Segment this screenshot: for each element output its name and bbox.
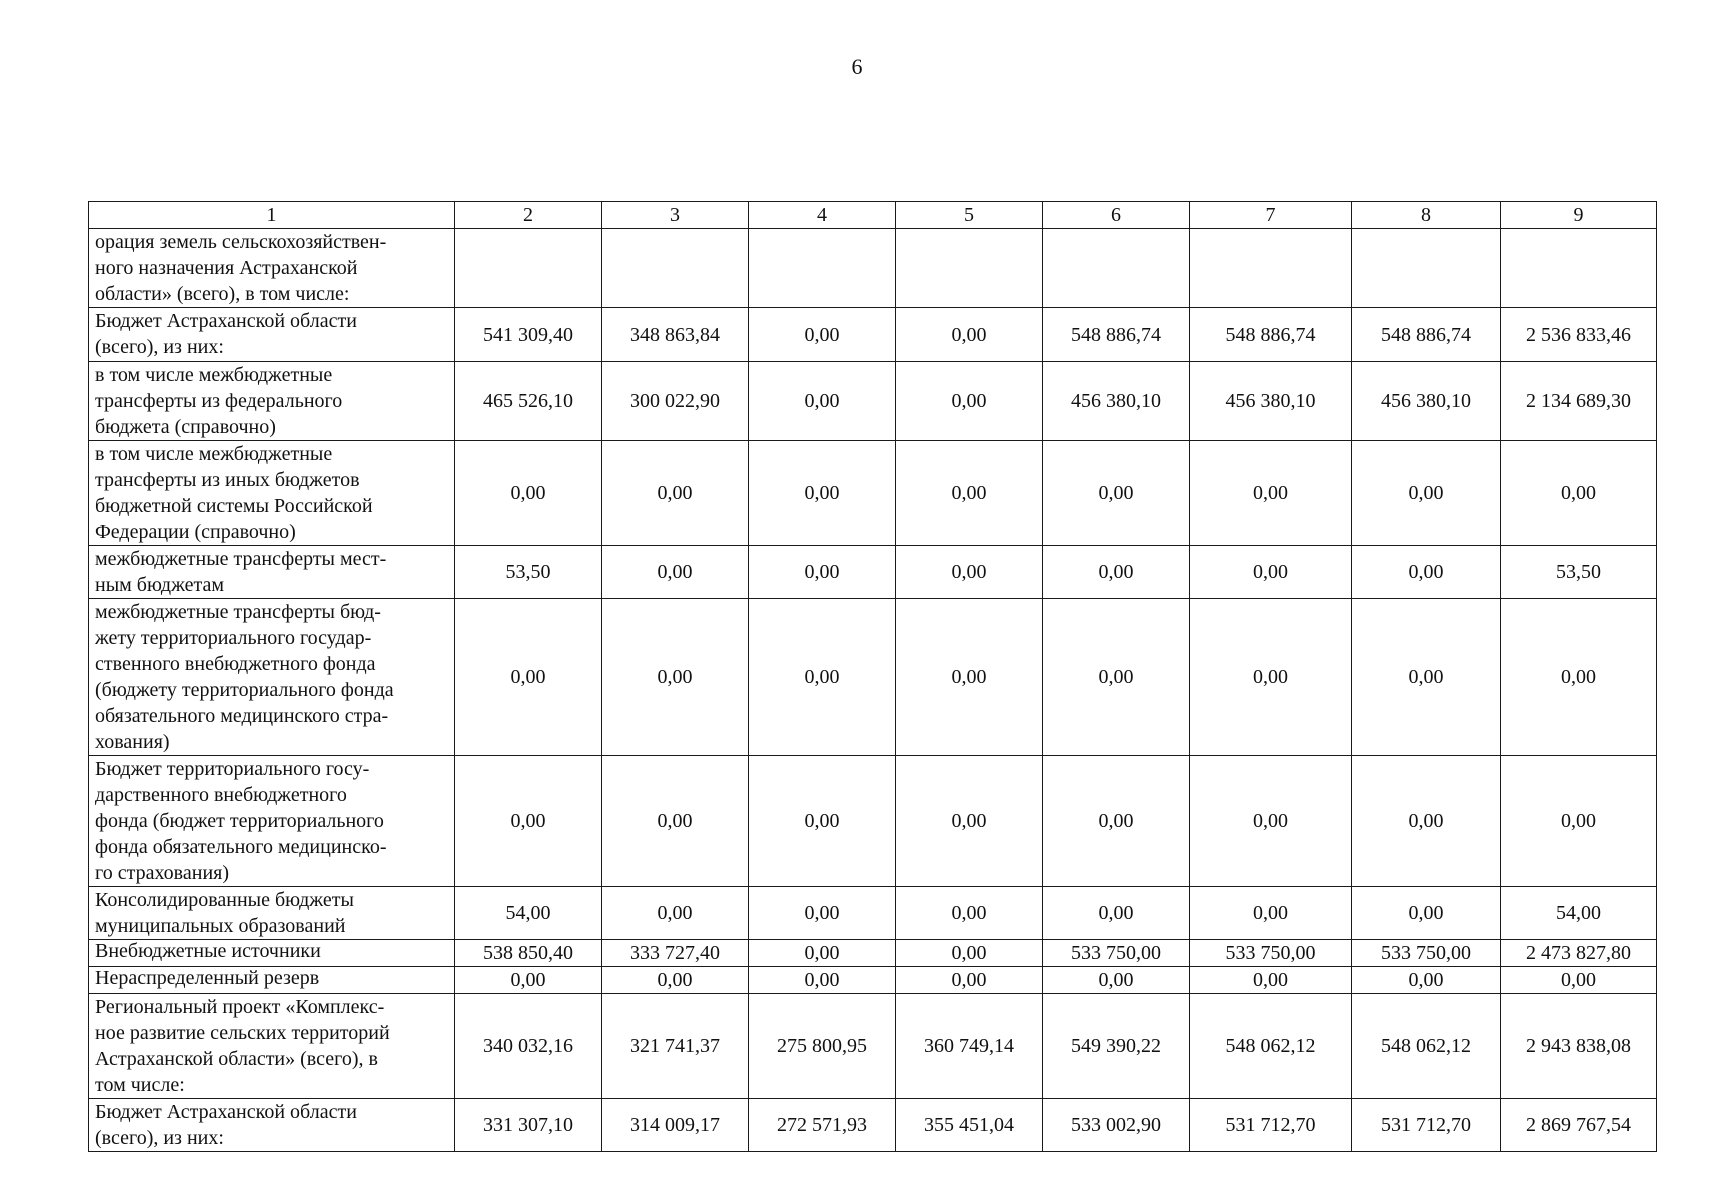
cell-value: 331 307,10 <box>455 1099 602 1152</box>
cell-value: 533 750,00 <box>1352 940 1501 967</box>
cell-value: 0,00 <box>749 756 896 887</box>
cell-value: 321 741,37 <box>602 994 749 1099</box>
cell-value: 0,00 <box>896 599 1043 756</box>
cell-value: 360 749,14 <box>896 994 1043 1099</box>
cell-value: 456 380,10 <box>1043 362 1190 441</box>
cell-value: 272 571,93 <box>749 1099 896 1152</box>
cell-value: 541 309,40 <box>455 308 602 362</box>
table-row <box>89 546 1657 599</box>
cell-value: 548 062,12 <box>1352 994 1501 1099</box>
cell-value: 275 800,95 <box>749 994 896 1099</box>
cell-value <box>1190 229 1352 308</box>
row-label: Консолидированные бюджеты муниципальных образований <box>89 887 455 940</box>
cell-value: 2 536 833,46 <box>1501 308 1657 362</box>
column-header: 7 <box>1190 202 1352 229</box>
column-header: 5 <box>896 202 1043 229</box>
cell-value: 0,00 <box>1352 967 1501 994</box>
cell-value: 0,00 <box>1352 546 1501 599</box>
cell-value: 548 062,12 <box>1190 994 1352 1099</box>
cell-value: 0,00 <box>896 756 1043 887</box>
cell-value: 0,00 <box>1043 441 1190 546</box>
cell-value: 0,00 <box>1501 756 1657 887</box>
column-header: 4 <box>749 202 896 229</box>
cell-value: 0,00 <box>602 441 749 546</box>
cell-value: 0,00 <box>602 756 749 887</box>
cell-value: 0,00 <box>896 887 1043 940</box>
column-header: 9 <box>1501 202 1657 229</box>
column-header: 8 <box>1352 202 1501 229</box>
cell-value: 0,00 <box>1352 756 1501 887</box>
cell-value: 0,00 <box>1501 967 1657 994</box>
cell-value: 0,00 <box>602 967 749 994</box>
cell-value: 0,00 <box>1501 599 1657 756</box>
cell-value: 0,00 <box>1043 599 1190 756</box>
row-label: межбюджетные трансферты бюд- жету территориального государ- ственного внебюджетного фонда (бюджету территориального фонда обязательного медицинского стра- хования) <box>89 599 455 756</box>
table-row <box>89 940 1657 967</box>
cell-value: 0,00 <box>1352 441 1501 546</box>
row-label: Внебюджетные источники <box>89 940 455 967</box>
cell-value: 348 863,84 <box>602 308 749 362</box>
cell-value: 0,00 <box>896 940 1043 967</box>
cell-value: 531 712,70 <box>1352 1099 1501 1152</box>
row-label: орация земель сельскохозяйствен- ного назначения Астраханской области» (всего), в том числе: <box>89 229 455 308</box>
cell-value: 465 526,10 <box>455 362 602 441</box>
cell-value: 0,00 <box>1043 887 1190 940</box>
table-row <box>89 967 1657 994</box>
cell-value: 0,00 <box>1190 441 1352 546</box>
cell-value: 533 750,00 <box>1043 940 1190 967</box>
cell-value: 0,00 <box>602 887 749 940</box>
cell-value: 0,00 <box>749 599 896 756</box>
cell-value <box>749 229 896 308</box>
cell-value: 456 380,10 <box>1352 362 1501 441</box>
cell-value <box>602 229 749 308</box>
cell-value: 0,00 <box>896 362 1043 441</box>
cell-value: 0,00 <box>1352 599 1501 756</box>
cell-value <box>896 229 1043 308</box>
cell-value: 549 390,22 <box>1043 994 1190 1099</box>
cell-value: 0,00 <box>1190 756 1352 887</box>
cell-value: 54,00 <box>455 887 602 940</box>
cell-value: 2 473 827,80 <box>1501 940 1657 967</box>
row-label: Бюджет Астраханской области (всего), из них: <box>89 1099 455 1152</box>
row-label: межбюджетные трансферты мест- ным бюджетам <box>89 546 455 599</box>
cell-value: 0,00 <box>749 308 896 362</box>
cell-value: 548 886,74 <box>1190 308 1352 362</box>
cell-value: 0,00 <box>602 599 749 756</box>
table-row <box>89 441 1657 546</box>
cell-value <box>1043 229 1190 308</box>
cell-value: 333 727,40 <box>602 940 749 967</box>
cell-value: 0,00 <box>455 967 602 994</box>
cell-value: 0,00 <box>1190 967 1352 994</box>
cell-value: 2 869 767,54 <box>1501 1099 1657 1152</box>
cell-value: 0,00 <box>749 940 896 967</box>
cell-value: 0,00 <box>455 441 602 546</box>
cell-value: 0,00 <box>455 599 602 756</box>
row-label: Нераспределенный резерв <box>89 967 455 994</box>
row-label: Бюджет Астраханской области (всего), из них: <box>89 308 455 362</box>
cell-value: 340 032,16 <box>455 994 602 1099</box>
cell-value: 314 009,17 <box>602 1099 749 1152</box>
table-row <box>89 308 1657 362</box>
cell-value: 0,00 <box>896 967 1043 994</box>
row-label: в том числе межбюджетные трансферты из федерального бюджета (справочно) <box>89 362 455 441</box>
cell-value: 0,00 <box>749 546 896 599</box>
column-header: 3 <box>602 202 749 229</box>
table-row <box>89 599 1657 756</box>
cell-value: 0,00 <box>602 546 749 599</box>
row-label: Бюджет территориального госу- дарственного внебюджетного фонда (бюджет территориального фонда обязательного медицинско- го страхования) <box>89 756 455 887</box>
budget-table <box>88 201 1657 1152</box>
cell-value: 0,00 <box>1043 546 1190 599</box>
cell-value: 0,00 <box>749 967 896 994</box>
cell-value: 53,50 <box>455 546 602 599</box>
cell-value: 548 886,74 <box>1043 308 1190 362</box>
cell-value: 538 850,40 <box>455 940 602 967</box>
cell-value: 456 380,10 <box>1190 362 1352 441</box>
table-row <box>89 229 1657 308</box>
cell-value: 54,00 <box>1501 887 1657 940</box>
cell-value <box>1352 229 1501 308</box>
cell-value <box>1501 229 1657 308</box>
cell-value: 0,00 <box>896 441 1043 546</box>
cell-value: 53,50 <box>1501 546 1657 599</box>
cell-value: 0,00 <box>749 887 896 940</box>
cell-value: 0,00 <box>896 308 1043 362</box>
page-number: 6 <box>851 54 863 79</box>
table-row <box>89 994 1657 1099</box>
table-row <box>89 756 1657 887</box>
cell-value: 0,00 <box>1501 441 1657 546</box>
header-row <box>89 202 1657 229</box>
cell-value: 0,00 <box>1190 599 1352 756</box>
cell-value: 0,00 <box>1352 887 1501 940</box>
cell-value <box>455 229 602 308</box>
table-row <box>89 1099 1657 1152</box>
cell-value: 0,00 <box>896 546 1043 599</box>
cell-value: 0,00 <box>1043 756 1190 887</box>
cell-value: 2 134 689,30 <box>1501 362 1657 441</box>
row-label: Региональный проект «Комплекс- ное развитие сельских территорий Астраханской области» (всего), в том числе: <box>89 994 455 1099</box>
table-row <box>89 887 1657 940</box>
cell-value: 533 750,00 <box>1190 940 1352 967</box>
cell-value: 2 943 838,08 <box>1501 994 1657 1099</box>
cell-value: 548 886,74 <box>1352 308 1501 362</box>
cell-value: 0,00 <box>1190 887 1352 940</box>
cell-value: 0,00 <box>749 441 896 546</box>
column-header: 6 <box>1043 202 1190 229</box>
cell-value: 0,00 <box>1190 546 1352 599</box>
cell-value: 0,00 <box>455 756 602 887</box>
row-label: в том числе межбюджетные трансферты из иных бюджетов бюджетной системы Российской Федерации (справочно) <box>89 441 455 546</box>
cell-value: 533 002,90 <box>1043 1099 1190 1152</box>
cell-value: 300 022,90 <box>602 362 749 441</box>
cell-value: 531 712,70 <box>1190 1099 1352 1152</box>
cell-value: 0,00 <box>749 362 896 441</box>
column-header: 1 <box>89 202 455 229</box>
table-row <box>89 362 1657 441</box>
column-header: 2 <box>455 202 602 229</box>
cell-value: 0,00 <box>1043 967 1190 994</box>
cell-value: 355 451,04 <box>896 1099 1043 1152</box>
